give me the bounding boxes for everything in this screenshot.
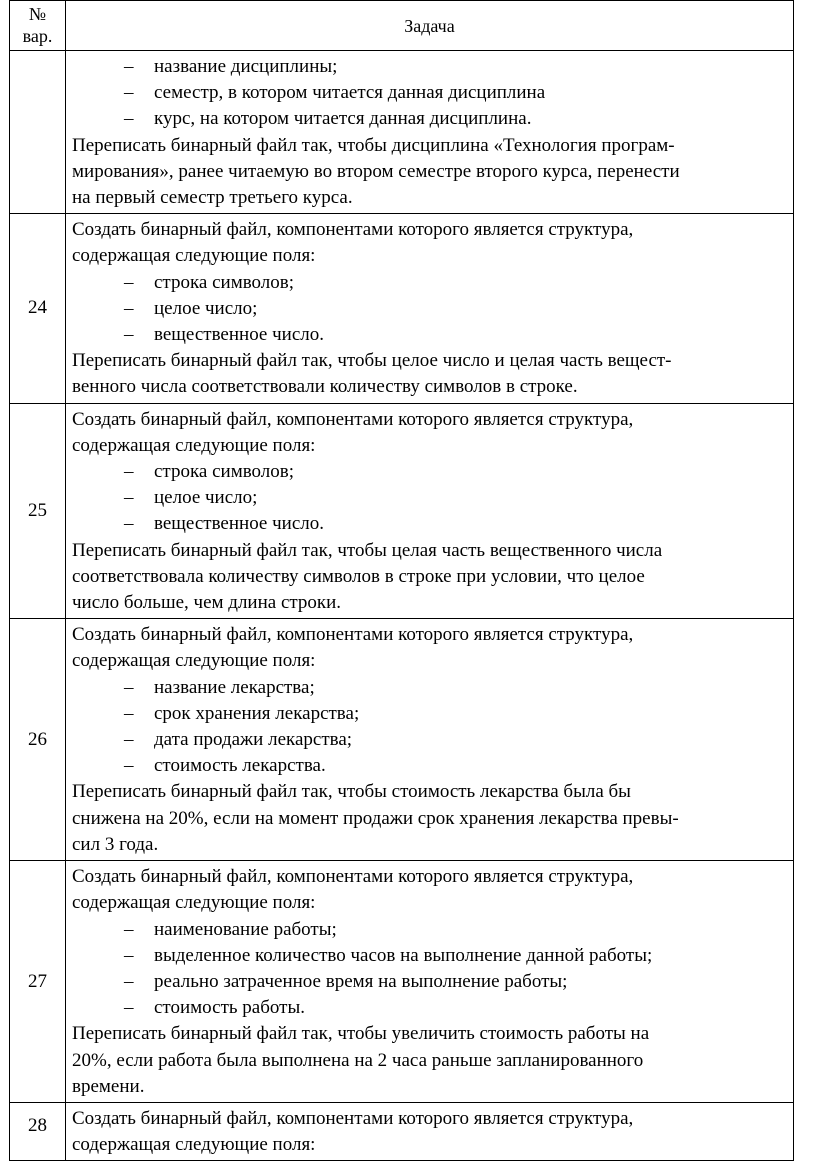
task-instruction-line: снижена на 20%, если на момент продажи срок хранения лекарства превы-	[72, 807, 679, 829]
field-list-item-text: название дисциплины;	[154, 56, 338, 77]
table-row	[10, 861, 794, 1103]
dash-bullet-icon: –	[124, 461, 134, 483]
task-instruction-line: Переписать бинарный файл так, чтобы целое число и целая часть вещест-	[72, 350, 672, 372]
task-intro-line: Создать бинарный файл, компонентами которого является структура,	[72, 624, 634, 646]
task-instruction-line: число больше, чем длина строки.	[72, 592, 342, 614]
field-list-item-text: наименование работы;	[154, 918, 337, 940]
field-list-item	[72, 270, 785, 296]
field-list-item-text: вещественное число.	[154, 324, 324, 346]
header-variant-number	[10, 1, 66, 51]
field-list-item-text: стоимость лекарства.	[154, 755, 326, 777]
task-description	[66, 1102, 794, 1160]
dash-bullet-icon: –	[124, 755, 134, 777]
tasks-table	[9, 0, 794, 1161]
field-list-item-text: курс, на котором читается данная дисциплина.	[154, 108, 532, 130]
task-instruction-line: 20%, если работа была выполнена на 2 часа раньше запланированного	[72, 1049, 644, 1071]
task-rows	[10, 51, 794, 1161]
dash-bullet-icon: –	[124, 324, 134, 346]
table-row	[10, 1102, 794, 1160]
dash-bullet-icon: –	[124, 997, 134, 1019]
dash-bullet-icon: –	[124, 729, 134, 751]
dash-bullet-icon: –	[124, 970, 134, 992]
task-instruction-line: времени.	[72, 1075, 145, 1097]
task-intro-line: содержащая следующие поля:	[72, 650, 316, 672]
dash-bullet-icon: –	[124, 56, 134, 77]
dash-bullet-icon: –	[124, 108, 134, 130]
variant-number: 24	[10, 214, 66, 403]
variant-number: 25	[10, 403, 66, 619]
field-list-item-text: название лекарства;	[154, 676, 315, 698]
field-list-item-text: выделенное количество часов на выполнение данной работы;	[154, 944, 653, 966]
field-list-item	[72, 727, 785, 753]
variant-number	[10, 51, 66, 214]
field-list-item	[72, 701, 785, 727]
task-intro-line: Создать бинарный файл, компонентами которого является структура,	[72, 1107, 634, 1129]
table-row	[10, 214, 794, 403]
task-instruction-line: мирования», ранее читаемую во втором семестре второго курса, перенести	[72, 160, 680, 182]
field-list-item	[72, 969, 785, 995]
task-description	[66, 51, 794, 214]
task-intro-line: содержащая следующие поля:	[72, 1134, 316, 1156]
header-task: Задача	[66, 1, 794, 51]
field-list-item	[72, 675, 785, 701]
task-description	[66, 619, 794, 861]
field-list-item	[72, 322, 785, 348]
task-instruction-line: Переписать бинарный файл так, чтобы стоимость лекарства была бы	[72, 781, 631, 803]
task-intro-line: Создать бинарный файл, компонентами которого является структура,	[72, 219, 634, 241]
field-list-item	[72, 917, 785, 943]
task-intro-line: Создать бинарный файл, компонентами которого является структура,	[72, 408, 634, 430]
dash-bullet-icon: –	[124, 944, 134, 966]
table-row	[10, 51, 794, 214]
field-list-item	[72, 106, 785, 132]
header-row	[10, 1, 794, 51]
task-instruction-line: соответствовала количеству символов в строке при условии, что целое	[72, 565, 645, 587]
field-list-item-text: вещественное число.	[154, 513, 324, 535]
task-intro-line: содержащая следующие поля:	[72, 245, 316, 267]
task-instruction-line: венного числа соответствовали количеству символов в строке.	[72, 376, 578, 398]
variant-number: 27	[10, 861, 66, 1103]
task-instruction-line: Переписать бинарный файл так, чтобы дисциплина «Технология програм-	[72, 134, 675, 156]
header-num-symbol: №	[28, 4, 47, 24]
field-list-item	[72, 54, 785, 80]
field-list-item	[72, 296, 785, 322]
task-instruction-line: Переписать бинарный файл так, чтобы целая часть вещественного числа	[72, 539, 663, 561]
field-list-item	[72, 459, 785, 485]
task-intro-line: содержащая следующие поля:	[72, 434, 316, 456]
dash-bullet-icon: –	[124, 271, 134, 293]
field-list-item	[72, 943, 785, 969]
field-list-item-text: семестр, в котором читается данная дисциплина	[154, 82, 546, 104]
task-intro-line: Создать бинарный файл, компонентами которого является структура,	[72, 866, 634, 888]
field-list-item-text: строка символов;	[154, 271, 295, 293]
header-num-abbrev: вар.	[22, 26, 53, 46]
variant-number: 28	[10, 1102, 66, 1160]
field-list-item	[72, 995, 785, 1021]
dash-bullet-icon: –	[124, 702, 134, 724]
field-list-item-text: реально затраченное время на выполнение работы;	[154, 970, 568, 992]
dash-bullet-icon: –	[124, 918, 134, 940]
task-intro-line: содержащая следующие поля:	[72, 892, 316, 914]
field-list-item-text: целое число;	[154, 487, 258, 509]
task-instruction-line: на первый семестр третьего курса.	[72, 187, 353, 209]
field-list-item-text: строка символов;	[154, 461, 295, 483]
task-instruction-line: сил 3 года.	[72, 833, 159, 855]
dash-bullet-icon: –	[124, 82, 134, 104]
field-list-item	[72, 80, 785, 106]
task-description	[66, 403, 794, 619]
field-list-item-text: стоимость работы.	[154, 997, 305, 1019]
variant-number: 26	[10, 619, 66, 861]
field-list-item	[72, 511, 785, 537]
table-row	[10, 619, 794, 861]
field-list-item-text: целое число;	[154, 297, 258, 319]
field-list-item	[72, 485, 785, 511]
task-description	[66, 214, 794, 403]
dash-bullet-icon: –	[124, 513, 134, 535]
field-list-item-text: срок хранения лекарства;	[154, 702, 360, 724]
field-list-item	[72, 753, 785, 779]
field-list-item-text: дата продажи лекарства;	[154, 729, 353, 751]
task-description	[66, 861, 794, 1103]
dash-bullet-icon: –	[124, 297, 134, 319]
dash-bullet-icon: –	[124, 676, 134, 698]
table-row	[10, 403, 794, 619]
task-instruction-line: Переписать бинарный файл так, чтобы увеличить стоимость работы на	[72, 1023, 650, 1045]
dash-bullet-icon: –	[124, 487, 134, 509]
